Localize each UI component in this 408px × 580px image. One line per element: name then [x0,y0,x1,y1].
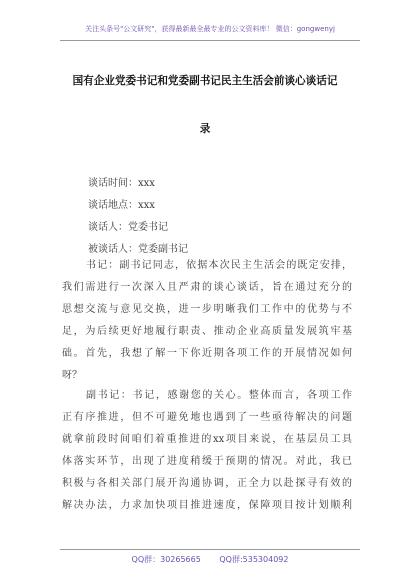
document-title-line-2: 录 [199,123,211,135]
footer-qq-group-1: QQ群：30265665 [131,555,201,564]
paragraph-secretary [62,255,352,387]
paragraph-deputy-secretary [62,385,352,517]
paragraph-line: 解决办法，力求加快项目推进速度，保障项目按计划顺利 [62,500,352,511]
meta-talk-place: 谈话地点：xxx [88,200,155,211]
paragraph-line: 副书记：书记，感谢您的关心。整体而言，各项工作 [86,390,352,401]
paragraph-line: 础。首先，我想了解一下你近期各项工作的开展情况如何 [62,348,352,359]
meta-talked-person: 被谈话人：党委副书记 [88,244,188,255]
footer-qq-group-2: QQ群:535304092 [219,555,289,564]
paragraph-line: 体落实环节，出现了进度稍缓于预期的情况。对此，我已 [62,456,352,467]
paragraph-line: 我们需进行一次深入且严肃的谈心谈话，旨在通过充分的 [62,282,352,293]
paragraph-line: 就拿前段时间咱们着重推进的xx项目来说，在基层员工具 [62,434,352,445]
header-banner: 关注头条号"公文研究"，获得最新最全最专业的公文资料库！ 微信：gongwenyj [85,25,335,33]
paragraph-line: 呀？ [62,370,82,381]
paragraph-line: 足，为后续更好地履行职责、推动企业高质量发展筑牢基 [62,326,352,337]
meta-talk-time: 谈话时间：xxx [88,178,155,189]
paragraph-line: 思想交流与意见交换，进一步明晰我们工作中的优势与不 [62,304,352,315]
paragraph-line: 积极与各相关部门展开沟通协调，正全力以赴探寻有效的 [62,478,352,489]
header-divider [60,40,360,41]
document-title-line-1: 国有企业党委书记和党委副书记民主生活会前谈心谈话记 [72,75,338,87]
paragraph-line: 正有序推进，但不可避免地也遇到了一些亟待解决的问题 [62,412,352,423]
footer [60,554,360,565]
meta-talker: 谈话人：党委书记 [88,222,168,233]
paragraph-line: 书记：副书记同志，依据本次民主生活会的既定安排， [86,260,352,271]
footer-divider [60,549,360,550]
